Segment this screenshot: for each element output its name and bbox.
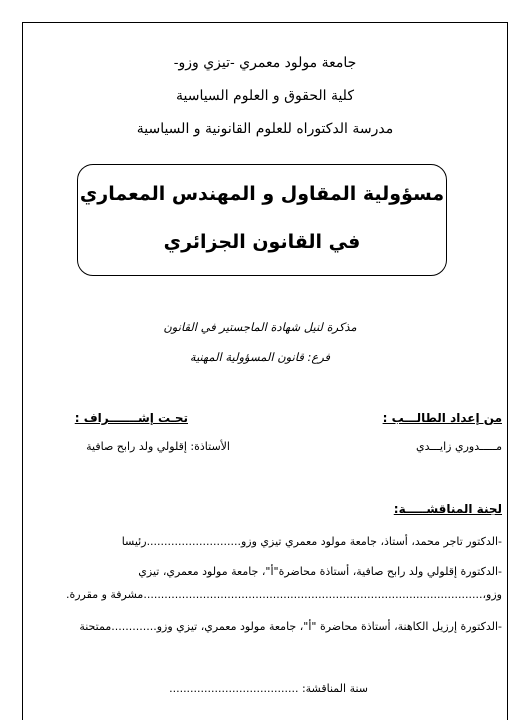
defense-year (169, 682, 368, 695)
member-2-text: -الدكتورة إقلولي ولد رابح صافية، أستاذة محاضرة"أ"، جامعة مولود معمري، تيزي (138, 565, 502, 578)
thesis-title-line-2: في القانون الجزائري (163, 231, 361, 253)
defense-year-dots: ..................................... (169, 682, 299, 695)
defense-year-label: سنة المناقشة: (301, 682, 368, 695)
title-box (77, 164, 447, 276)
university-name: جامعة مولود معمري -تيزي وزو- (173, 55, 357, 71)
committee-member-3 (79, 620, 502, 633)
memo-branch: فرع: قانون المسؤولية المهنية (189, 350, 331, 364)
memo-purpose: مذكرة لنيل شهادة الماجستير في القانون (163, 320, 357, 334)
member-3-text: -الدكتورة إرزيل الكاهنة، أستاذة محاضرة "أ"، جامعة مولود معمري، تيزي وزو (156, 620, 502, 633)
member-2-text-cont: وزو، (482, 588, 502, 601)
doctoral-school: مدرسة الدكتوراه للعلوم القانونية و السياسية (136, 121, 394, 137)
member-3-dots: ............. (111, 620, 157, 633)
committee-member-2-cont (66, 588, 502, 601)
committee-member-1 (122, 535, 502, 548)
thesis-title-line-1: مسؤولية المقاول و المهندس المعماري (79, 183, 445, 205)
supervision-label: تحـت إشـــــــراف : (74, 411, 188, 425)
student-name: مـــــدوري زايـــدي (416, 440, 502, 453)
member-3-role: ممتحنة (79, 620, 112, 633)
member-2-role: مشرفة و مقررة. (65, 588, 144, 601)
prepared-by-label: من إعداد الطالـــب : (382, 411, 502, 425)
member-1-text: -الدكتور تاجر محمد، أستاذ، جامعة مولود معمري تيزي وزو (240, 535, 502, 548)
committee-member-2 (138, 565, 502, 578)
member-1-role: رئيسا (121, 535, 147, 548)
member-1-dots: ........................... (146, 535, 241, 548)
committee-label: لجنة المناقشـــــة: (393, 502, 502, 516)
member-2-dots: ................................................................................................. (143, 588, 483, 601)
faculty-name: كلية الحقوق و العلوم السياسية (175, 88, 354, 104)
supervisor-name: الأستاذة: إقلولي ولد رابح صافية (86, 440, 230, 453)
